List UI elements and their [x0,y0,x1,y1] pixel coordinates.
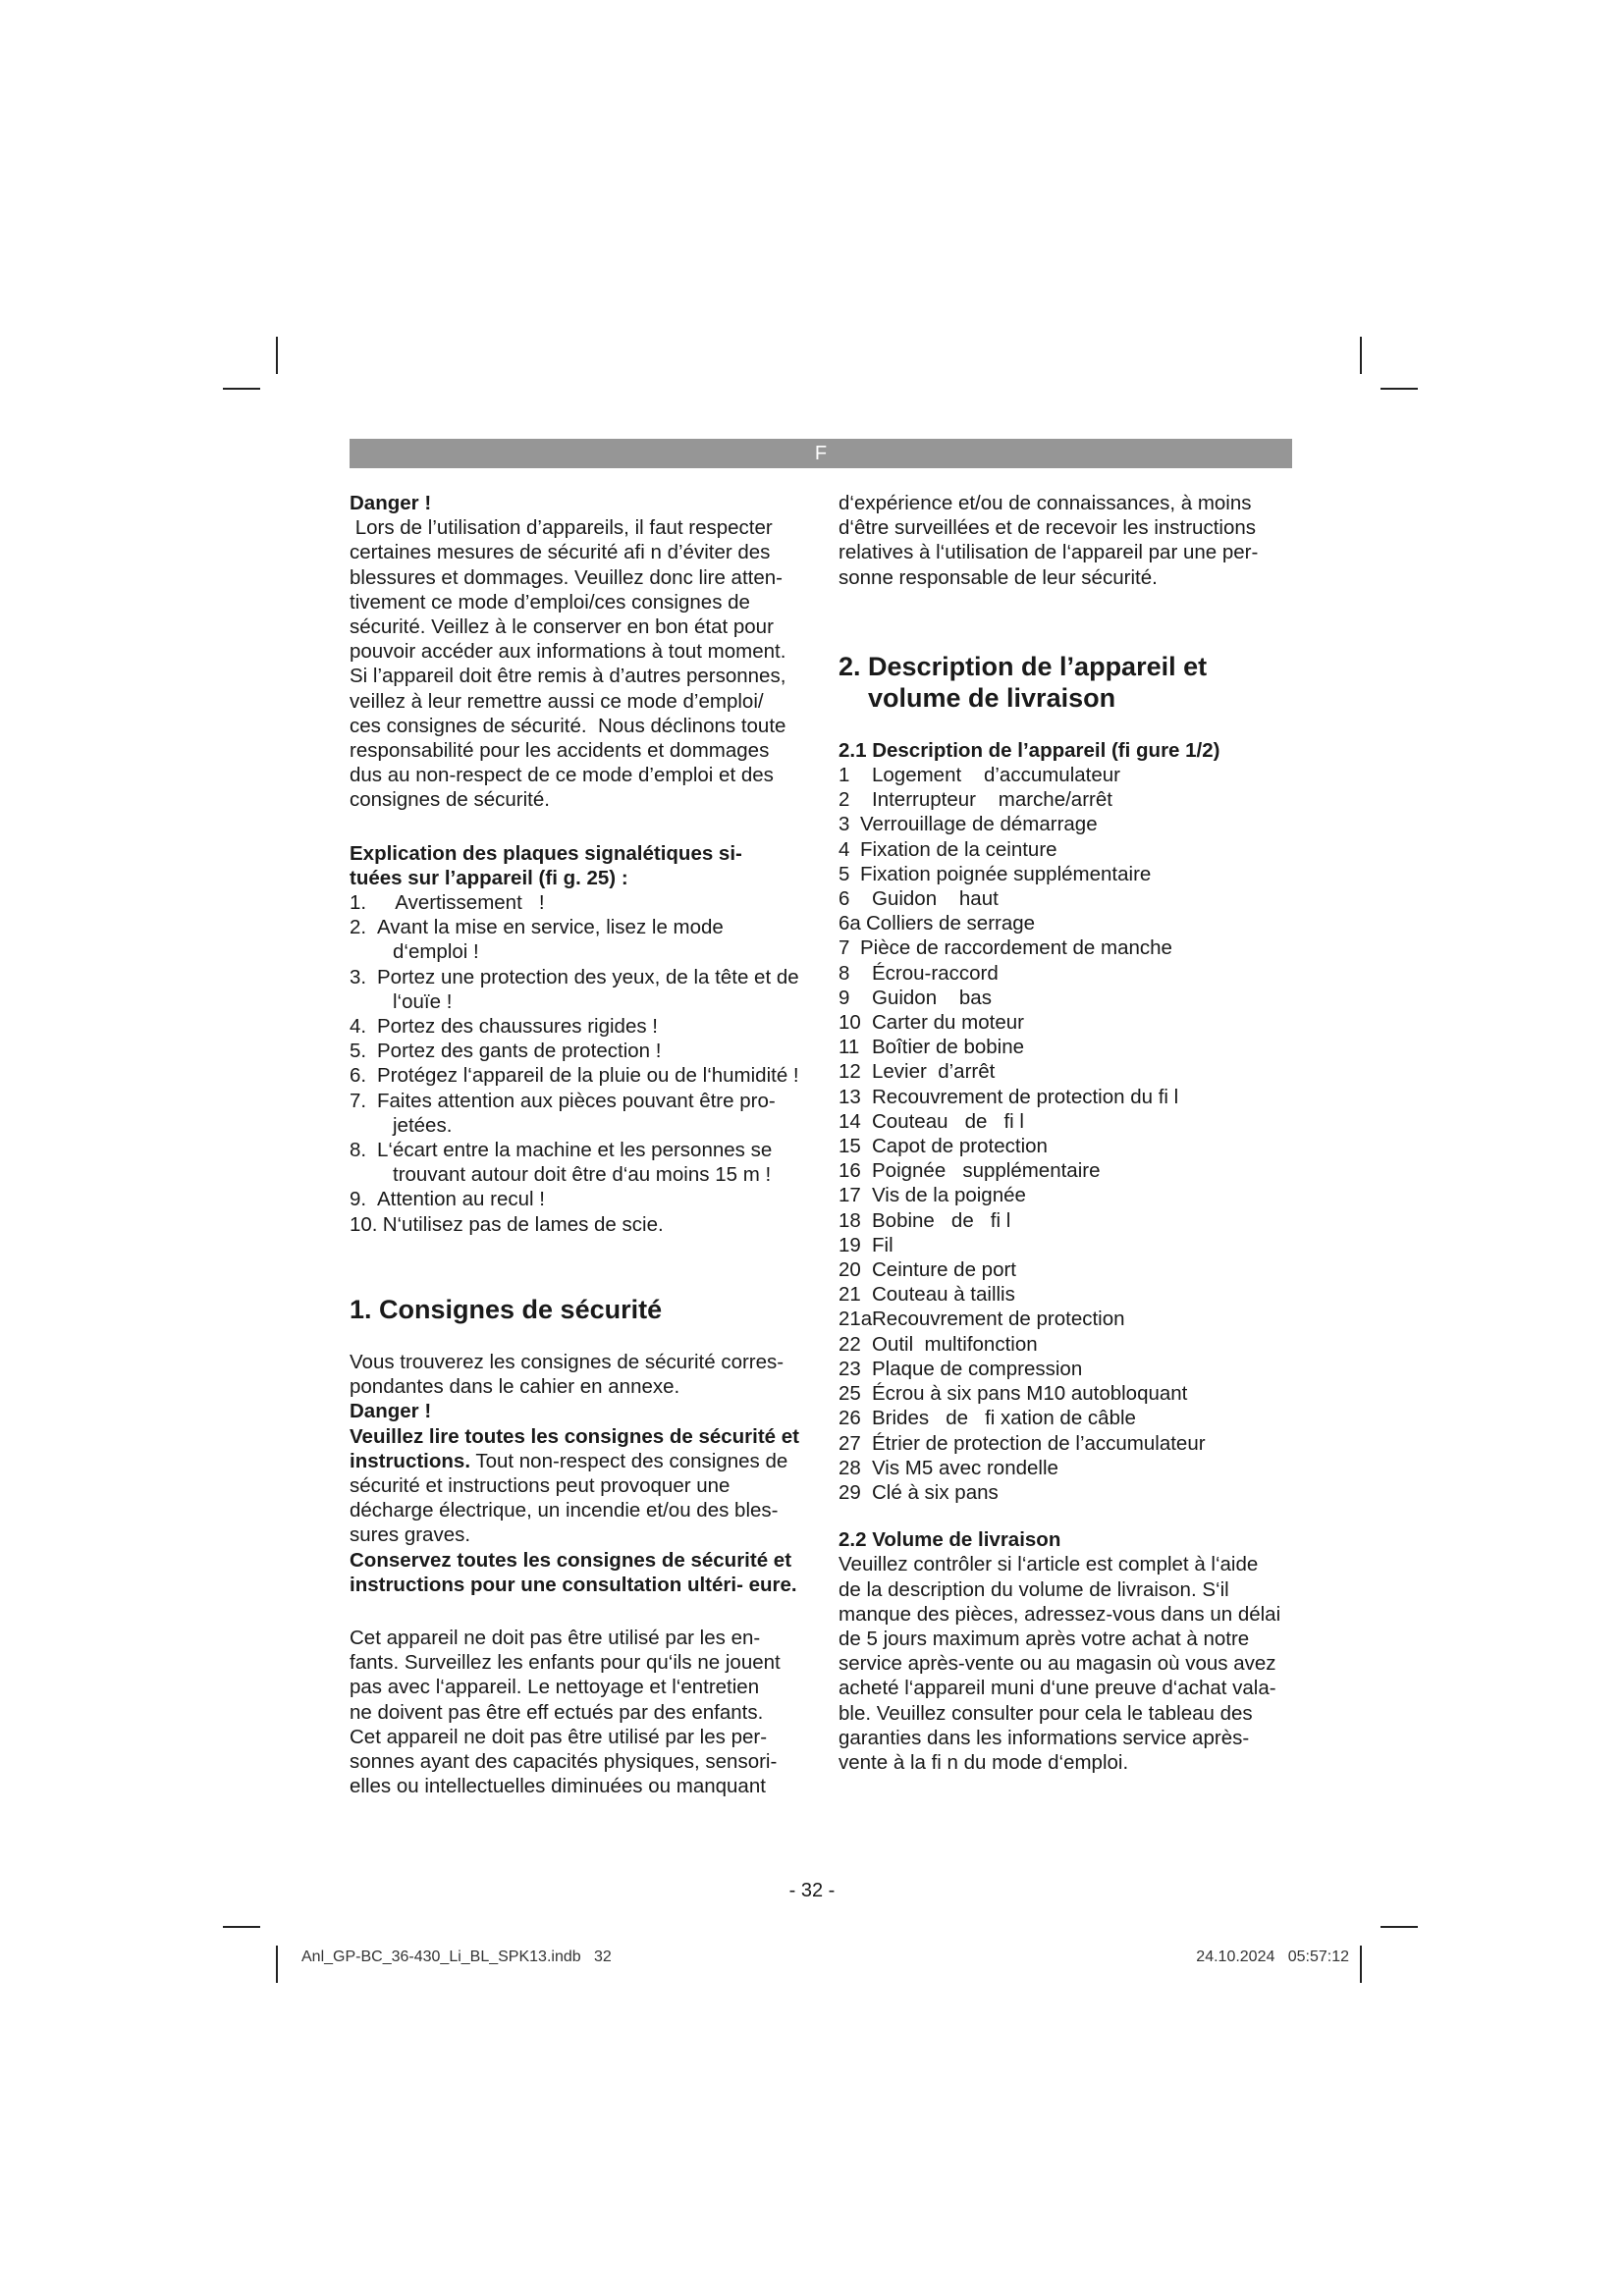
subsection-2-2-title: 2.2 Volume de livraison [839,1528,1061,1552]
text-line: responsabilité pour les accidents et dommages [350,739,770,763]
list-item: 8. L‘écart entre la machine et les personnes se trouvant autour doit être d‘au moins 15 m ! [350,1139,773,1187]
list-item: 17 Vis de la poignée [839,1184,1026,1207]
text-line: Vous trouverez les consignes de sécurité corres- [350,1350,785,1373]
text-line: ces consignes de sécurité. Nous déclinons toute [350,714,786,737]
text-line: blessures et dommages. Veuillez donc lire atten- [350,565,783,589]
list-item: 21 Couteau à taillis [839,1283,1015,1307]
text-line: manque des pièces, adressez-vous dans un délai [839,1602,1281,1626]
text-line: pas avec l‘appareil. Le nettoyage et l‘entretien [350,1676,760,1699]
list-item: 1. Avertissement ! [350,891,545,915]
text-line: veillez à leur remettre aussi ce mode d’emploi/ [350,689,764,713]
list-item: 6 Guidon haut [839,887,999,911]
list-item: 9. Attention au recul ! [350,1188,545,1211]
text-line: Veuillez contrôler si l‘article est complet à l‘aide [839,1553,1259,1576]
print-timestamp: 24.10.2024 05:57:12 [1196,1949,1349,1965]
list-item: 7 Pièce de raccordement de manche [839,936,1172,960]
plates-title: Explication des plaques signalétiques si- [350,841,742,865]
text-line: pouvoir accéder aux informations à tout moment. [350,640,786,664]
list-item: 16 Poignée supplémentaire [839,1159,1101,1183]
warning-text: Tout non-respect des consignes de sécurité et instructions peut provoquer une décharge électrique, un incendie et/ou des bles- sures graves. [350,1449,788,1547]
keep-instructions-text: Conservez toutes les consignes de sécurité et instructions pour une consultation ultéri- eure. [350,1548,797,1596]
text-line: service après-vente ou au magasin où vous avez [839,1652,1276,1676]
list-item: 20 Ceinture de port [839,1258,1017,1282]
list-item: 5. Portez des gants de protection ! [350,1040,662,1063]
list-item: 1 Logement d’accumulateur [839,764,1120,787]
text-line: certaines mesures de sécurité afi n d’éviter des [350,541,771,564]
text-line: Si l’appareil doit être remis à d’autres personnes, [350,665,786,688]
section-1-paragraph [350,1350,801,1399]
text-line: sonnes ayant des capacités physiques, sensori- [350,1749,778,1773]
list-item: 4. Portez des chaussures rigides ! [350,1015,658,1039]
children-paragraph [350,1626,801,1798]
list-item: 12 Levier d’arrêt [839,1060,996,1084]
list-item: 6. Protégez l‘appareil de la pluie ou de l‘humidité ! [350,1064,799,1088]
text-line: Lors de l’utilisation d’appareils, il faut respecter [350,516,773,540]
list-item: 9 Guidon bas [839,986,992,1009]
list-item: 4 Fixation de la ceinture [839,837,1057,861]
file-info: Anl_GP-BC_36-430_Li_BL_SPK13.indb 32 [301,1949,612,1965]
list-item: 19 Fil [839,1233,893,1256]
plates-list [350,890,801,1237]
list-item: 28 Vis M5 avec rondelle [839,1456,1058,1479]
text-line: sécurité. Veillez à le conserver en bon état pour [350,615,774,639]
text-line: Cet appareil ne doit pas être utilisé par les per- [350,1725,768,1748]
list-item: 21a Recouvrement de protection [839,1308,1125,1331]
language-label: F [814,443,828,464]
list-item: 2 Interrupteur marche/arrêt [839,788,1112,812]
text-line: d‘être surveillées et de recevoir les instructions [839,516,1256,540]
text-line: tivement ce mode d’emploi/ces consignes de [350,590,750,614]
list-item: 10. N‘utilisez pas de lames de scie. [350,1212,664,1236]
crop-mark [276,337,278,374]
section-1-title: 1. Consignes de sécurité [350,1294,663,1324]
warning-bold-text: Veuillez lire toutes les consignes de sécurité et instructions. [350,1424,800,1472]
crop-mark [223,1926,260,1928]
text-line: consignes de sécurité. [350,788,550,812]
crop-mark [1380,388,1418,390]
crop-mark [1380,1926,1418,1928]
plates-title: tuées sur l’appareil (fi g. 25) : [350,866,628,889]
right-column [839,491,1292,1775]
text-line: fants. Surveillez les enfants pour qu‘ils ne jouent [350,1651,781,1675]
text-line: de la description du volume de livraison. S‘il [839,1577,1229,1601]
text-line: relatives à l‘utilisation de l‘appareil par une per- [839,541,1259,564]
delivery-paragraph [839,1552,1292,1775]
language-header-band [350,439,1292,468]
list-item: 7. Faites attention aux pièces pouvant être pro- jetées. [350,1089,776,1137]
text-line: ne doivent pas être eff ectués par des enfants. [350,1700,764,1724]
text-line: elles ou intellectuelles diminuées ou manquant [350,1775,766,1798]
parts-list [839,763,1292,1505]
section-2-title-line: 2. Description de l’appareil et [839,651,1208,681]
list-item: 10 Carter du moteur [839,1011,1024,1035]
list-item: 3 Verrouillage de démarrage [839,813,1098,836]
list-item: 25 Écrou à six pans M10 autobloquant [839,1382,1188,1406]
text-line: de 5 jours maximum après votre achat à notre [839,1627,1250,1650]
text-line: Cet appareil ne doit pas être utilisé par les en- [350,1626,761,1649]
list-item: 29 Clé à six pans [839,1480,999,1504]
intro-paragraph [350,515,801,812]
list-item: 18 Bobine de fi l [839,1208,1011,1232]
left-column [350,491,801,1798]
text-line: ble. Veuillez consulter pour cela le tableau des [839,1701,1253,1725]
section-2-title [839,651,1292,714]
text-line: d‘expérience et/ou de connaissances, à moins [839,492,1252,514]
list-item: 11 Boîtier de bobine [839,1036,1025,1059]
list-item: 3. Portez une protection des yeux, de la tête et de l‘ouïe ! [350,965,799,1013]
list-item: 15 Capot de protection [839,1135,1048,1158]
list-item: 8 Écrou-raccord [839,961,999,985]
crop-mark [1360,1946,1362,1983]
list-item: 14 Couteau de fi l [839,1109,1024,1133]
crop-mark [223,388,260,390]
list-item: 13 Recouvrement de protection du fi l [839,1085,1179,1108]
warning-paragraph [350,1424,801,1548]
crop-mark [276,1946,278,1983]
list-item: 26 Brides de fi xation de câble [839,1407,1136,1430]
list-item: 5 Fixation poignée supplémentaire [839,862,1152,885]
page-number: - 32 - [788,1880,836,1901]
text-line: sonne responsable de leur sécurité. [839,565,1158,589]
list-item: 2. Avant la mise en service, lisez le mode d‘emploi ! [350,916,724,964]
text-line: acheté l‘appareil muni d‘une preuve d‘achat vala- [839,1677,1276,1700]
list-item: 6a Colliers de serrage [839,912,1036,935]
danger-title: Danger ! [350,492,432,514]
list-item: 27 Étrier de protection de l’accumulateur [839,1431,1206,1455]
list-item: 22 Outil multifonction [839,1332,1038,1356]
text-line: garanties dans les informations service après- [839,1726,1250,1749]
danger-title: Danger ! [350,1400,432,1423]
subsection-2-1-title: 2.1 Description de l’appareil (fi gure 1/2) [839,738,1220,762]
list-item: 23 Plaque de compression [839,1357,1083,1380]
text-line: pondantes dans le cahier en annexe. [350,1375,680,1399]
text-line: vente à la fi n du mode d‘emploi. [839,1750,1129,1774]
crop-mark [1360,337,1362,374]
section-2-title-line: volume de livraison [868,682,1116,713]
continued-paragraph [839,491,1292,590]
text-line: dus au non-respect de ce mode d’emploi et des [350,764,774,787]
